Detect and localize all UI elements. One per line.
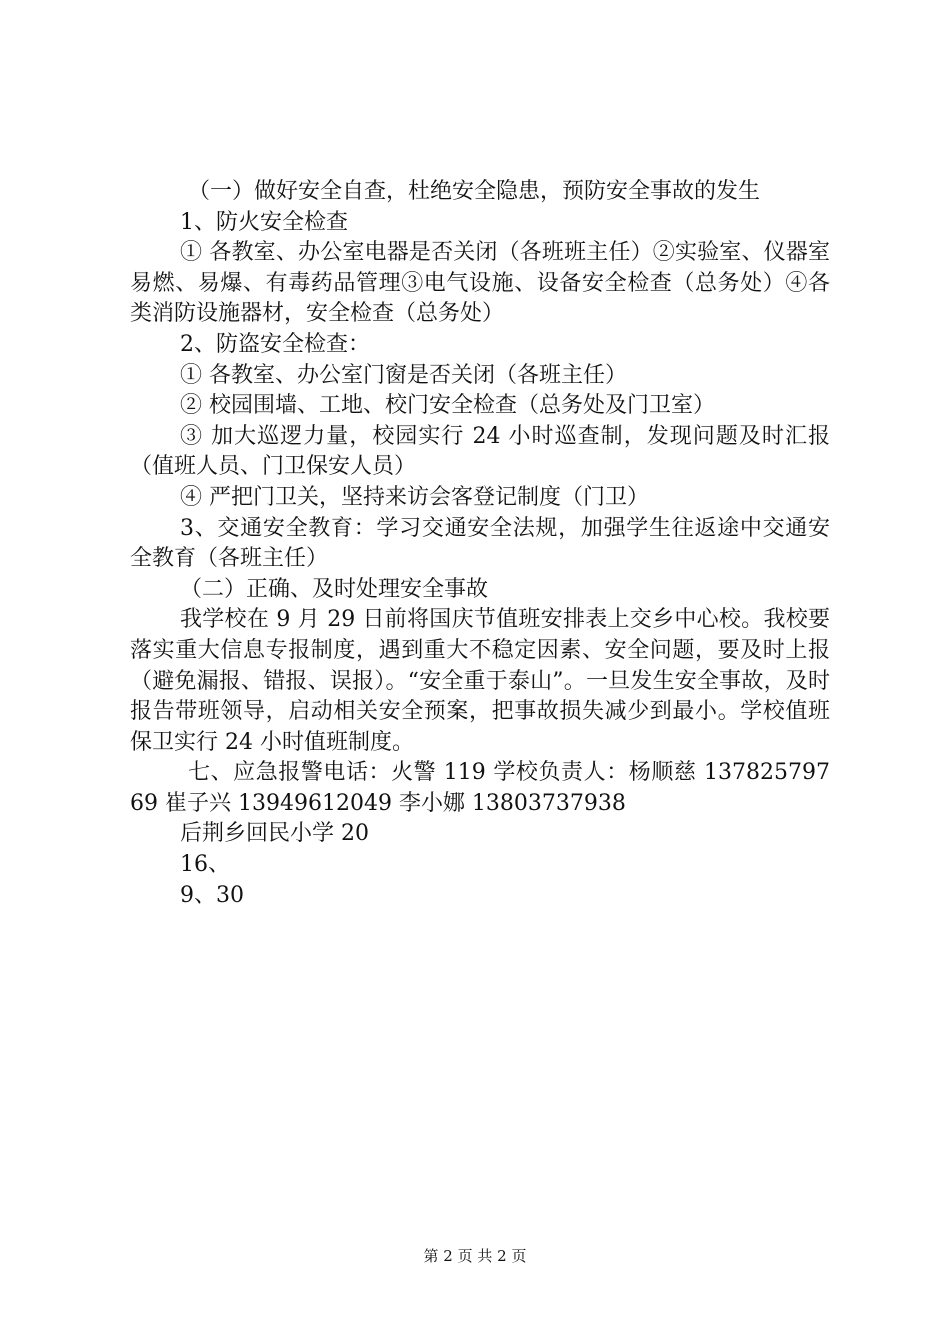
page-footer: 第 2 页 共 2 页 (423, 1247, 527, 1265)
paragraph-accident-handling: 我学校在 9 月 29 日前将国庆节值班安排表上交乡中心校。我校要落实重大信息专报制度，遇到重大不稳定因素、安全问题，要及时上报（避免漏报、错报、误报）。“安全重于泰山”。一旦发生安全事故，及时报告带班领导，启动相关安全预案，把事故损失减少到最小。学校值班保卫实行 24 小时值班制度。 (130, 607, 830, 755)
document-body (130, 177, 830, 911)
signature-date-part-1: 16、 (180, 852, 230, 878)
subheading-fire-check: 1、防火安全检查 (180, 209, 348, 235)
paragraph-fire-items: ① 各教室、办公室电器是否关闭（各班班主任）②实验室、仪器室易燃、易爆、有毒药品管理③电气设施、设备安全检查（总务处）④各类消防设施器材，安全检查（总务处） (130, 240, 830, 327)
subheading-theft-check: 2、防盗安全检查： (180, 331, 370, 357)
paragraph-theft-item-3: ③ 加大巡逻力量，校园实行 24 小时巡查制，发现问题及时汇报（值班人员、门卫保安人员） (130, 423, 830, 480)
paragraph-theft-item-2: ② 校园围墙、工地、校门安全检查（总务处及门卫室） (180, 393, 715, 419)
section-heading-2: （二）正确、及时处理安全事故 (180, 576, 489, 602)
signature-school: 后荆乡回民小学 20 (180, 821, 369, 847)
paragraph-traffic-education: 3、交通安全教育：学习交通安全法规，加强学生往返途中交通安全教育（各班主任） (130, 515, 830, 572)
paragraph-emergency-phones: 七、应急报警电话：火警 119 学校负责人：杨顺慈 13782579769 崔子兴 13949612049 李小娜 13803737938 (130, 760, 830, 816)
paragraph-theft-item-4: ④ 严把门卫关，坚持来访会客登记制度（门卫） (180, 484, 649, 510)
signature-date-part-2: 9、30 (180, 882, 244, 908)
paragraph-theft-item-1: ① 各教室、办公室门窗是否关闭（各班主任） (180, 362, 627, 388)
section-heading-1: （一）做好安全自查，杜绝安全隐患，预防安全事故的发生 (188, 179, 761, 204)
